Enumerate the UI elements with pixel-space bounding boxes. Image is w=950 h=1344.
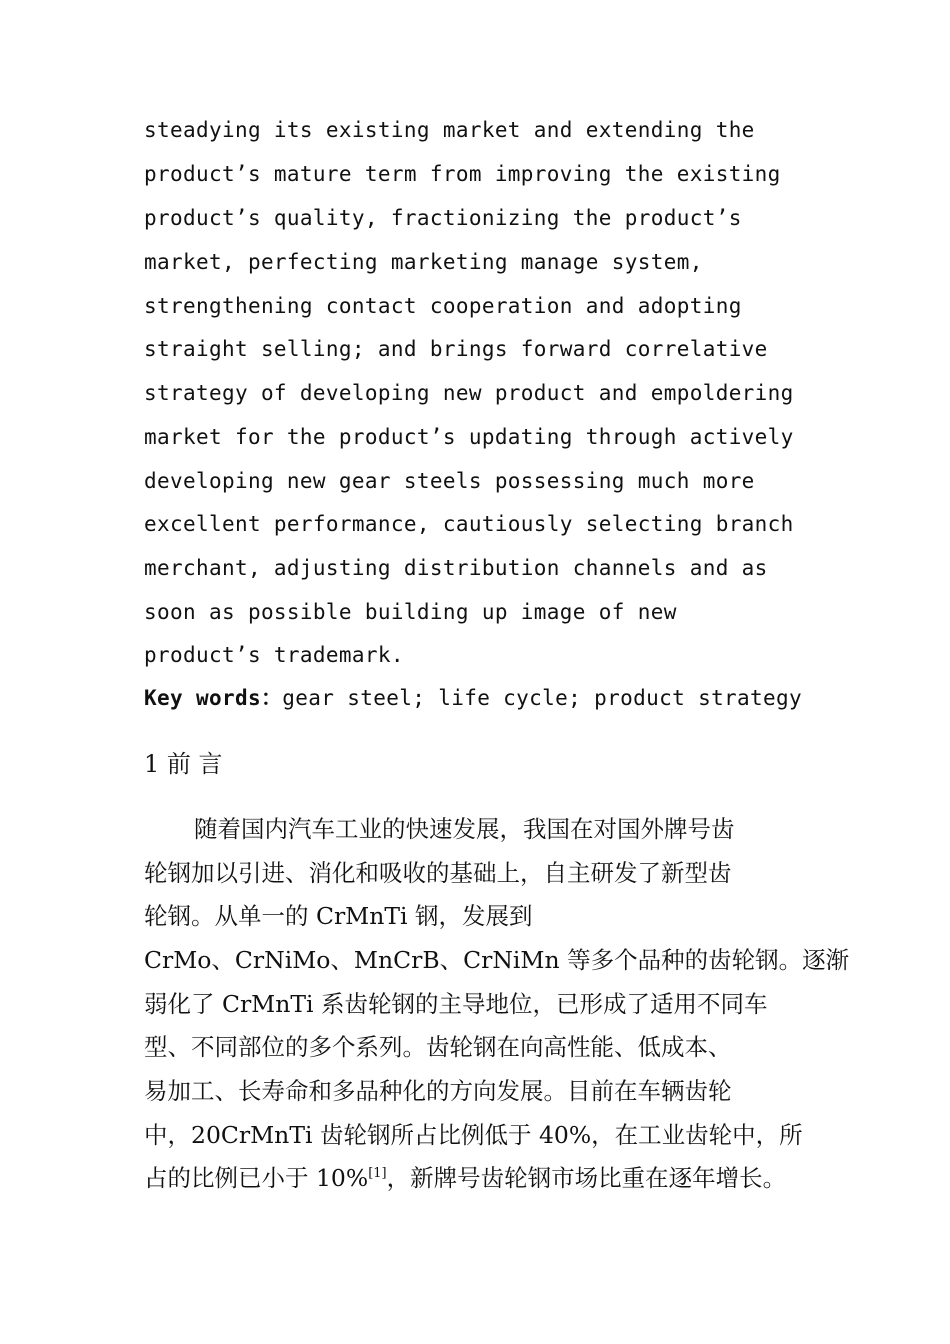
abstract-line: product’s mature term from improving the existing [144, 162, 781, 186]
abstract-line: strategy of developing new product and empoldering [144, 381, 794, 405]
abstract-line: straight selling; and brings forward correlative [144, 337, 768, 361]
section-heading: 1 前 言 [144, 750, 223, 778]
abstract-line: market, perfecting marketing manage system, [144, 250, 703, 274]
abstract-line: steadying its existing market and extending the [144, 118, 755, 142]
body-text: ，新牌号齿轮钢市场比重在逐年增长。 [386, 1164, 787, 1192]
abstract-line: developing new gear steels possessing much more [144, 469, 755, 493]
body-line [144, 1164, 787, 1192]
body-line: 易加工、长寿命和多品种化的方向发展。目前在车辆齿轮 [144, 1077, 732, 1105]
abstract-line: merchant, adjusting distribution channels and as [144, 556, 768, 580]
abstract-line: strengthening contact cooperation and adopting [144, 294, 742, 318]
body-line: 型、不同部位的多个系列。齿轮钢在向高性能、低成本、 [144, 1033, 732, 1061]
abstract-line: product’s trademark. [144, 643, 404, 667]
abstract-line: excellent performance, cautiously selecting branch [144, 512, 794, 536]
abstract-line: product’s quality, fractionizing the product’s [144, 206, 742, 230]
body-line: 轮钢加以引进、消化和吸收的基础上，自主研发了新型齿 [144, 859, 732, 887]
body-line: 中，20CrMnTi 齿轮钢所占比例低于 40%，在工业齿轮中，所 [144, 1121, 803, 1149]
keywords-text: gear steel; life cycle; product strategy [282, 686, 803, 710]
citation-marker[interactable]: [1] [368, 1166, 387, 1182]
body-line: CrMo、CrNiMo、MnCrB、CrNiMn 等多个品种的齿轮钢。逐渐 [144, 946, 850, 974]
keywords-label: Key words： [144, 686, 283, 710]
abstract-line: market for the product’s updating through actively [144, 425, 794, 449]
body-line: 随着国内汽车工业的快速发展，我国在对国外牌号齿 [194, 815, 735, 843]
keywords-line [144, 688, 802, 709]
body-line: 轮钢。从单一的 CrMnTi 钢，发展到 [144, 902, 533, 930]
abstract-line: soon as possible building up image of new [144, 600, 677, 624]
body-line: 弱化了 CrMnTi 系齿轮钢的主导地位，已形成了适用不同车 [144, 990, 768, 1018]
body-text: 占的比例已小于 10% [144, 1164, 369, 1192]
